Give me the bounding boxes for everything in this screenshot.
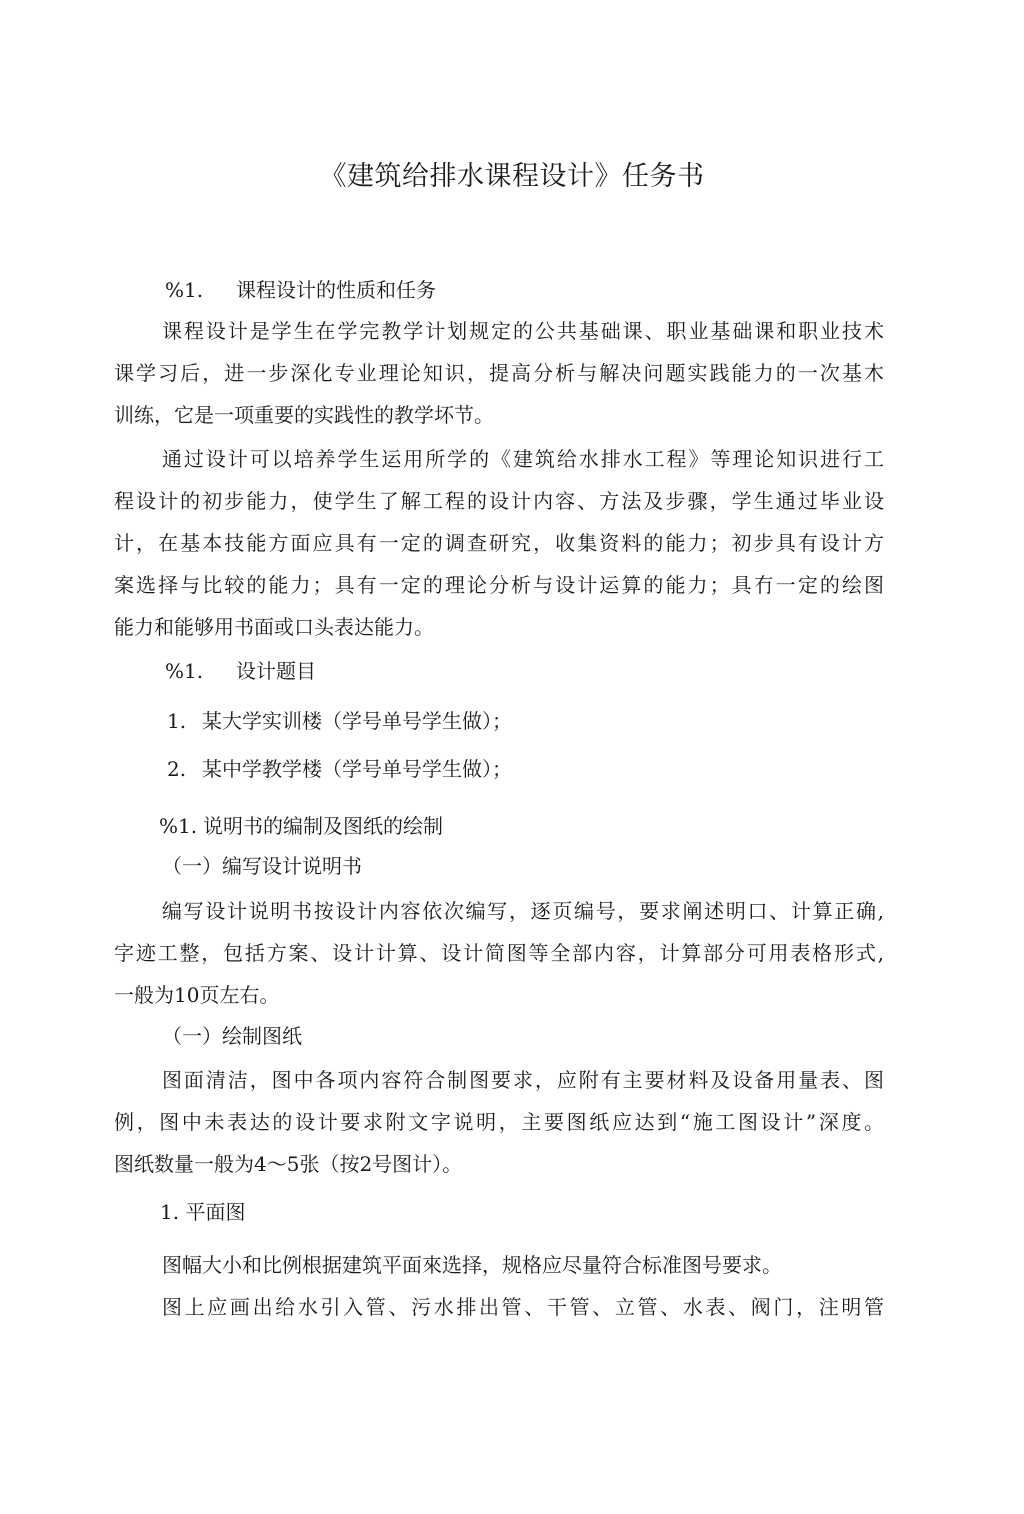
plan-drawing-heading: 1. 平面图 — [160, 1200, 246, 1224]
section1-para1-line: 课程设计是学生在学完教学计划规定的公共基础课、职业基础课和职业技术 — [162, 319, 884, 343]
section1-para2-line: 程设计的初步能力，使学生了解工程的设计内容、方法及步骤，学生通过毕业设 — [114, 489, 884, 513]
section1-para1-line: 课学习后，进一步深化专业理论知识，提高分析与解决问题实践能力的一次基木 — [114, 361, 884, 385]
topic-item-number: 2. — [167, 757, 187, 781]
section1-para2-line: 通过设计可以培养学生运用所学的《建筑给水排水工程》等理论知识进行工 — [162, 447, 884, 471]
subsection2-line: 图面清洁，图中各项内容符合制图要求，应附有主要材料及设备用量表、图 — [162, 1068, 884, 1092]
subsection1-line: 编写设计说明书按设计内容依次编写，逐页编号，要求阐述明口、计算正确, — [162, 899, 884, 923]
section1-para1-line: 训练，它是一项重要的实践性的教学坏节。 — [114, 403, 494, 427]
topic-item-text: 某大学实训楼（学号单号学生做）； — [202, 709, 512, 733]
plan-drawing-line: 图上应画出给水引入管、污水排出管、干管、立管、水表、阀门，注明管 — [162, 1295, 884, 1319]
section2-heading: 设计题目 — [236, 659, 316, 683]
subsection1-line: 一般为10页左右。 — [114, 983, 280, 1007]
section1-para2-line: 案选择与比较的能力；具有一定的理论分析与设计运算的能力；具冇一定的绘图 — [114, 573, 884, 597]
section1-para2-line: 能力和能够用书面或口头表达能力。 — [114, 615, 434, 639]
section1-para2-line: 计，在基本技能方面应具有一定的调查研究，收集资料的能力；初步具有设计方 — [114, 531, 884, 555]
section1-heading: 课程设计的性质和任务 — [236, 278, 436, 302]
document-title: 《建筑给排水课程设计》任务书 — [319, 161, 705, 192]
section3-heading: 说明书的编制及图纸的绘制 — [203, 814, 443, 838]
section2-number: %1. — [165, 659, 204, 683]
subsection1-line: 字迹工整，包括方案、设计计算、设计简图等全部内容，计算部分可用表格形式, — [114, 941, 884, 965]
subsection2-line: 图纸数量一般为4〜5张（按2号图计）。 — [114, 1152, 463, 1176]
topic-item-text: 某中学教学楼（学号单号学生做）； — [202, 757, 512, 781]
plan-drawing-line: 图幅大小和比例根据建筑平面來选择，规格应尽量符合标准图号要求。 — [162, 1253, 782, 1277]
section1-number: %1. — [165, 278, 204, 302]
subsection2-line: 例，图中未表达的设计要求附文字说明，主要图纸应达到“施工图设计”深度。 — [114, 1110, 884, 1134]
subsection2-heading: （一）绘制图纸 — [162, 1024, 302, 1048]
topic-item-number: 1. — [167, 709, 187, 733]
subsection1-heading: （一）编写设计说明书 — [162, 854, 362, 878]
section3-number: %1. — [159, 814, 198, 838]
